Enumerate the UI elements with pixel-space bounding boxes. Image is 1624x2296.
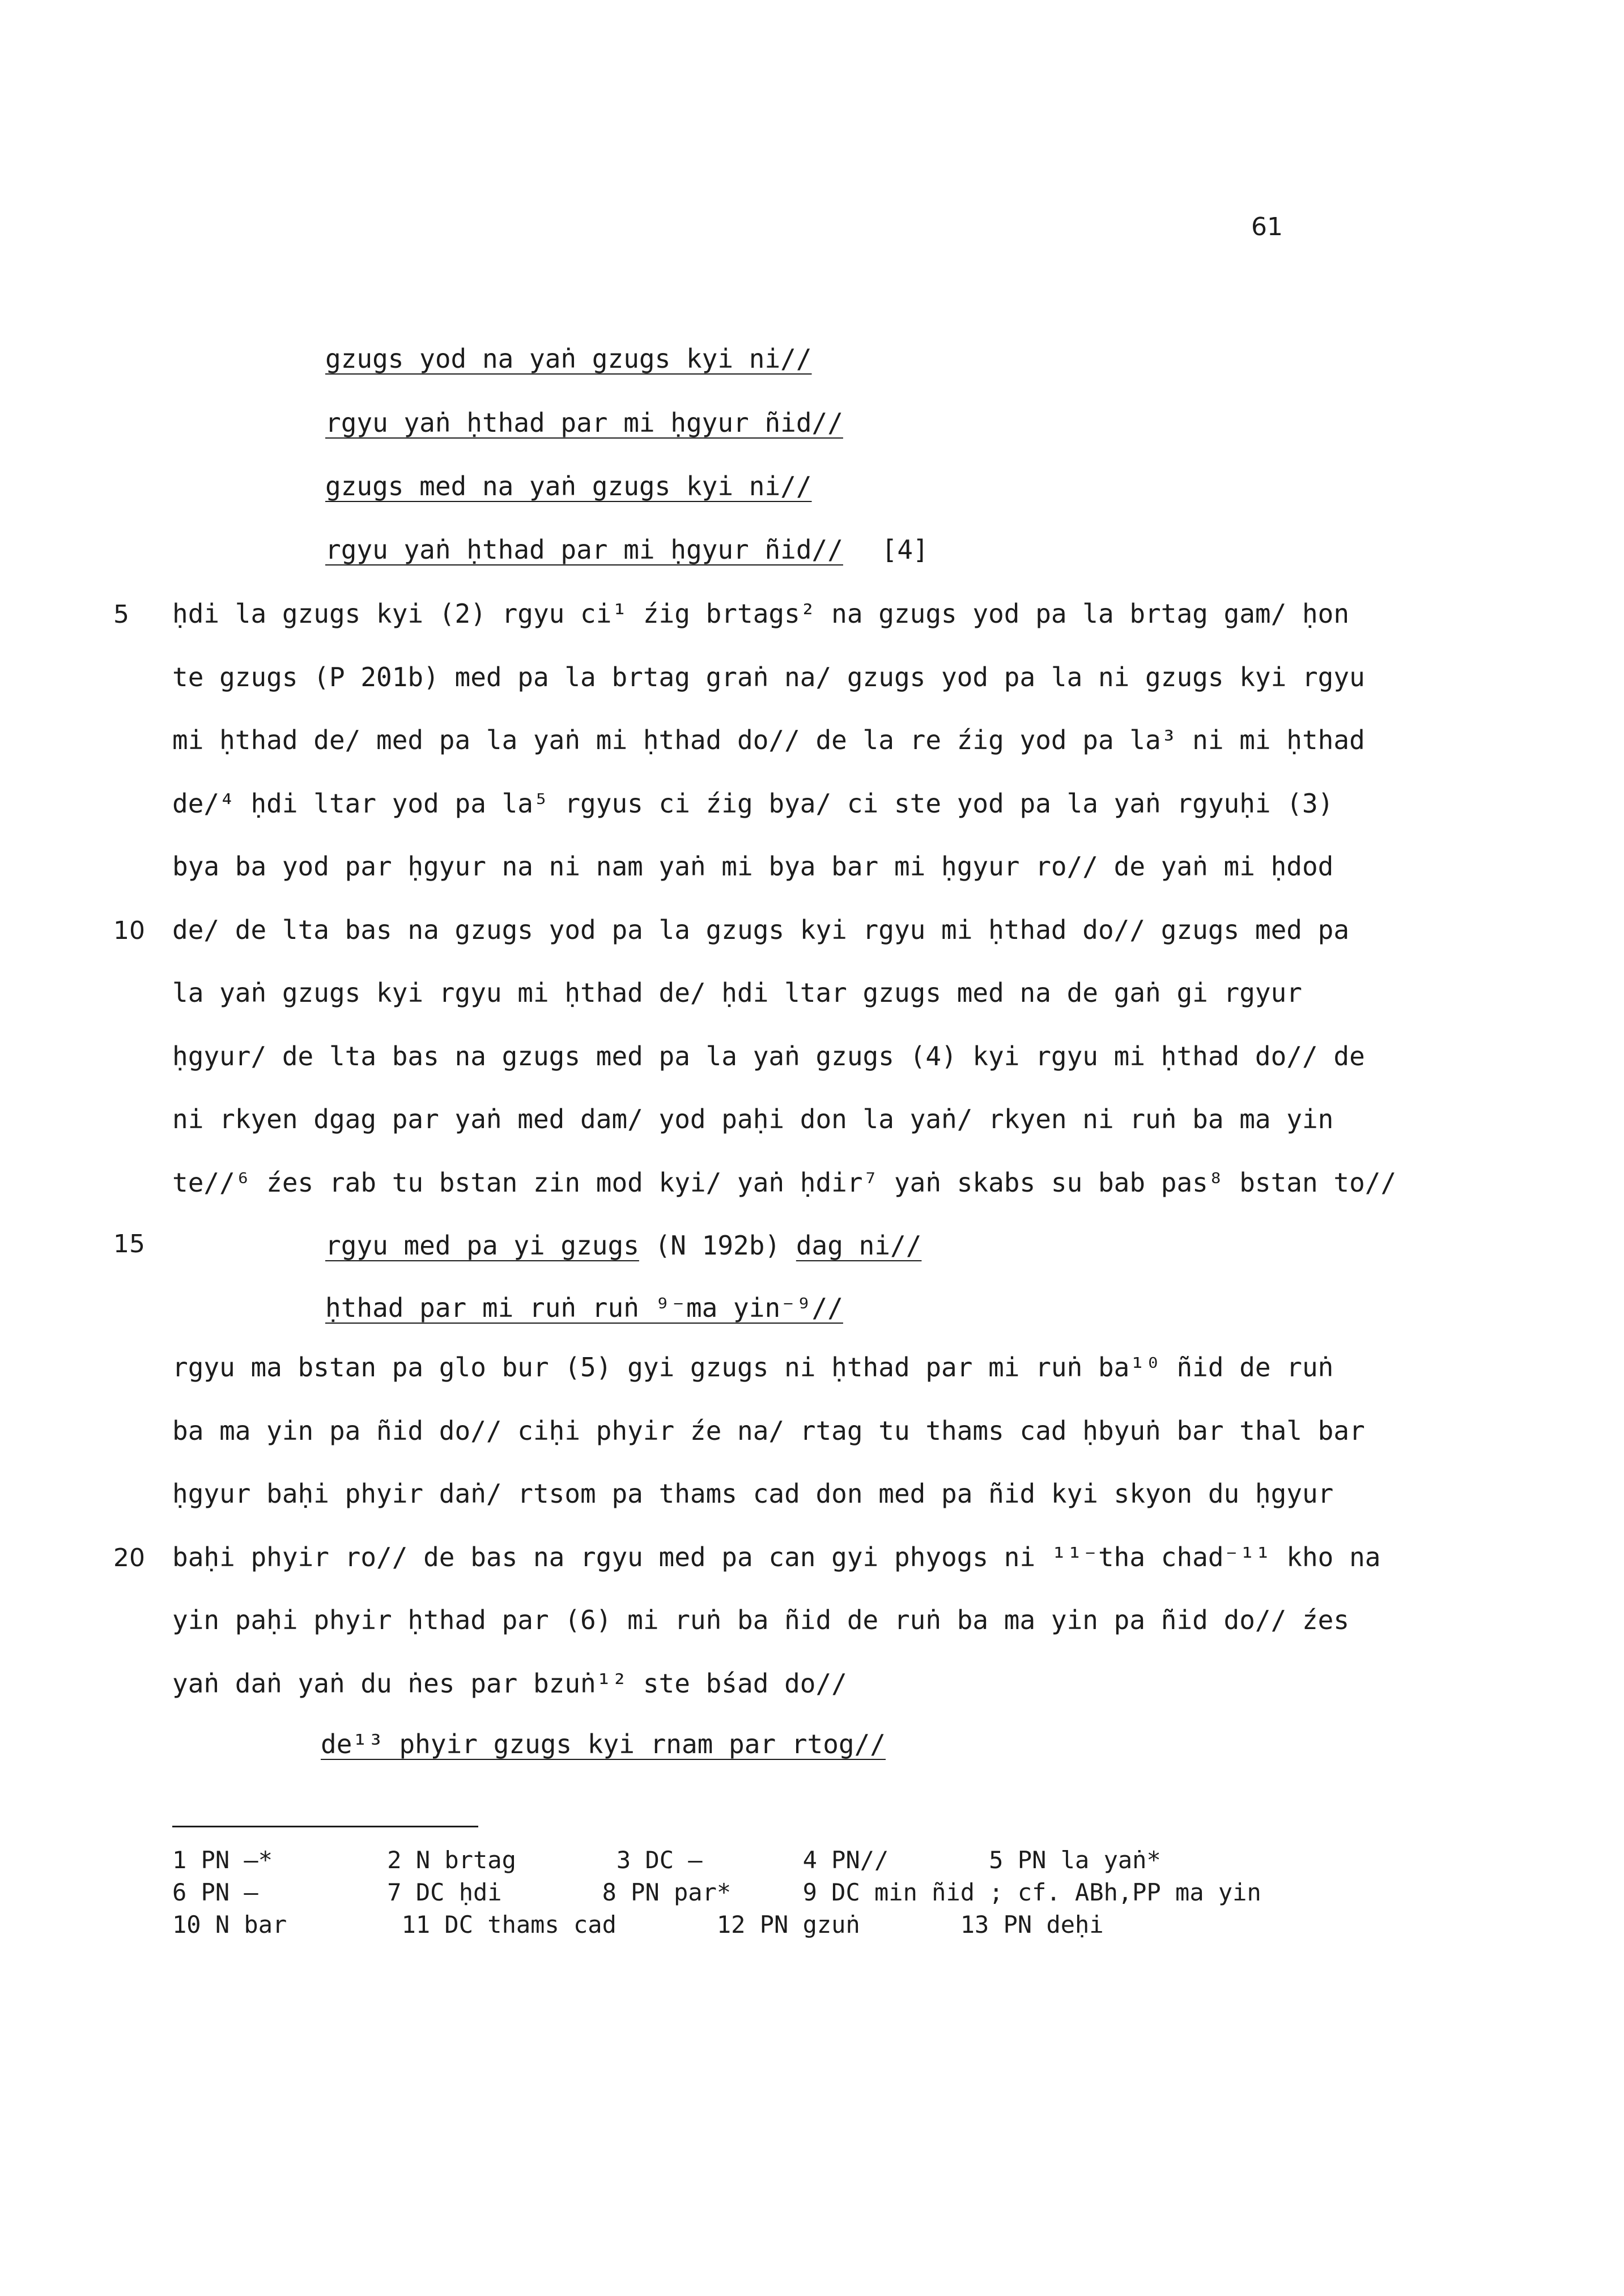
body-line: yaṅ daṅ yaṅ du ṅes par bzuṅ¹² ste bśad do//	[172, 1668, 847, 1699]
verse-line: gzugs med na yaṅ gzugs kyi ni//	[325, 471, 812, 501]
verse-line-last	[325, 534, 929, 566]
body-line: ḥgyur/ de lta bas na gzugs med pa la yaṅ gzugs (4) kyi rgyu mi ḥthad do// de	[172, 1040, 1365, 1072]
footnote-line: 6 PN — 7 DC ḥdi 8 PN par* 9 DC min ñid ; cf. ABh,PP ma yin	[172, 1878, 1261, 1906]
line-number: 10	[113, 916, 145, 945]
body-line: rgyu ma bstan pa glo bur (5) gyi gzugs ni ḥthad par mi ruṅ ba¹⁰ ñid de ruṅ	[172, 1352, 1334, 1383]
line-number: 15	[113, 1230, 145, 1258]
verse-line: ḥthad par mi ruṅ ruṅ ⁹⁻ma yin⁻⁹//	[325, 1292, 843, 1323]
body-line: yin paḥi phyir ḥthad par (6) mi ruṅ ba ñid de ruṅ ba ma yin pa ñid do// źes	[172, 1605, 1350, 1635]
verse-text: rgyu med pa yi gzugs	[325, 1230, 639, 1261]
verse-line: de¹³ phyir gzugs kyi rnam par rtog//	[321, 1729, 886, 1759]
verse-number: [4]	[881, 534, 929, 565]
verse-line: gzugs yod na yaṅ gzugs kyi ni//	[325, 343, 812, 374]
page-number: 61	[1251, 212, 1283, 241]
body-line: ḥgyur baḥi phyir daṅ/ rtsom pa thams cad don med pa ñid kyi skyon du ḥgyur	[172, 1478, 1334, 1509]
footnote-line: 1 PN —* 2 N brtag 3 DC — 4 PN// 5 PN la yaṅ*	[172, 1846, 1161, 1874]
verse-line	[325, 1230, 921, 1261]
body-line: ba ma yin pa ñid do// ciḥi phyir źe na/ rtag tu thams cad ḥbyuṅ bar thal bar	[172, 1415, 1365, 1446]
footnote-line: 10 N bar 11 DC thams cad 12 PN gzuṅ 13 PN deḥi	[172, 1911, 1104, 1938]
verse-text: dag ni//	[796, 1230, 922, 1261]
verse-line: rgyu yaṅ ḥthad par mi ḥgyur ñid//	[325, 407, 843, 438]
body-line: te gzugs (P 201b) med pa la brtag graṅ na/ gzugs yod pa la ni gzugs kyi rgyu	[172, 661, 1365, 692]
body-line: te//⁶ źes rab tu bstan zin mod kyi/ yaṅ ḥdir⁷ yaṅ skabs su bab pas⁸ bstan to//	[172, 1167, 1397, 1198]
verse-text: rgyu yaṅ ḥthad par mi ḥgyur ñid//	[325, 534, 843, 565]
footnote-rule	[172, 1826, 478, 1827]
body-line: mi ḥthad de/ med pa la yaṅ mi ḥthad do// de la re źig yod pa la³ ni mi ḥthad	[172, 725, 1365, 755]
body-line: ni rkyen dgag par yaṅ med dam/ yod paḥi don la yaṅ/ rkyen ni ruṅ ba ma yin	[172, 1104, 1334, 1134]
body-line: bya ba yod par ḥgyur na ni nam yaṅ mi bya bar mi ḥgyur ro// de yaṅ mi ḥdod	[172, 851, 1334, 882]
body-line: de/ de lta bas na gzugs yod pa la gzugs kyi rgyu mi ḥthad do// gzugs med pa	[172, 914, 1350, 945]
body-line: ḥdi la gzugs kyi (2) rgyu ci¹ źig brtags² na gzugs yod pa la brtag gam/ ḥon	[172, 598, 1350, 629]
body-line: de/⁴ ḥdi ltar yod pa la⁵ rgyus ci źig bya/ ci ste yod pa la yaṅ rgyuḥi (3)	[172, 788, 1334, 819]
body-line: la yaṅ gzugs kyi rgyu mi ḥthad de/ ḥdi ltar gzugs med na de gaṅ gi rgyur	[172, 977, 1302, 1008]
line-number: 20	[113, 1543, 145, 1572]
verse-text: (N 192b)	[639, 1230, 796, 1261]
body-line: baḥi phyir ro// de bas na rgyu med pa can gyi phyogs ni ¹¹⁻tha chad⁻¹¹ kho na	[172, 1541, 1381, 1572]
line-number: 5	[113, 600, 129, 629]
